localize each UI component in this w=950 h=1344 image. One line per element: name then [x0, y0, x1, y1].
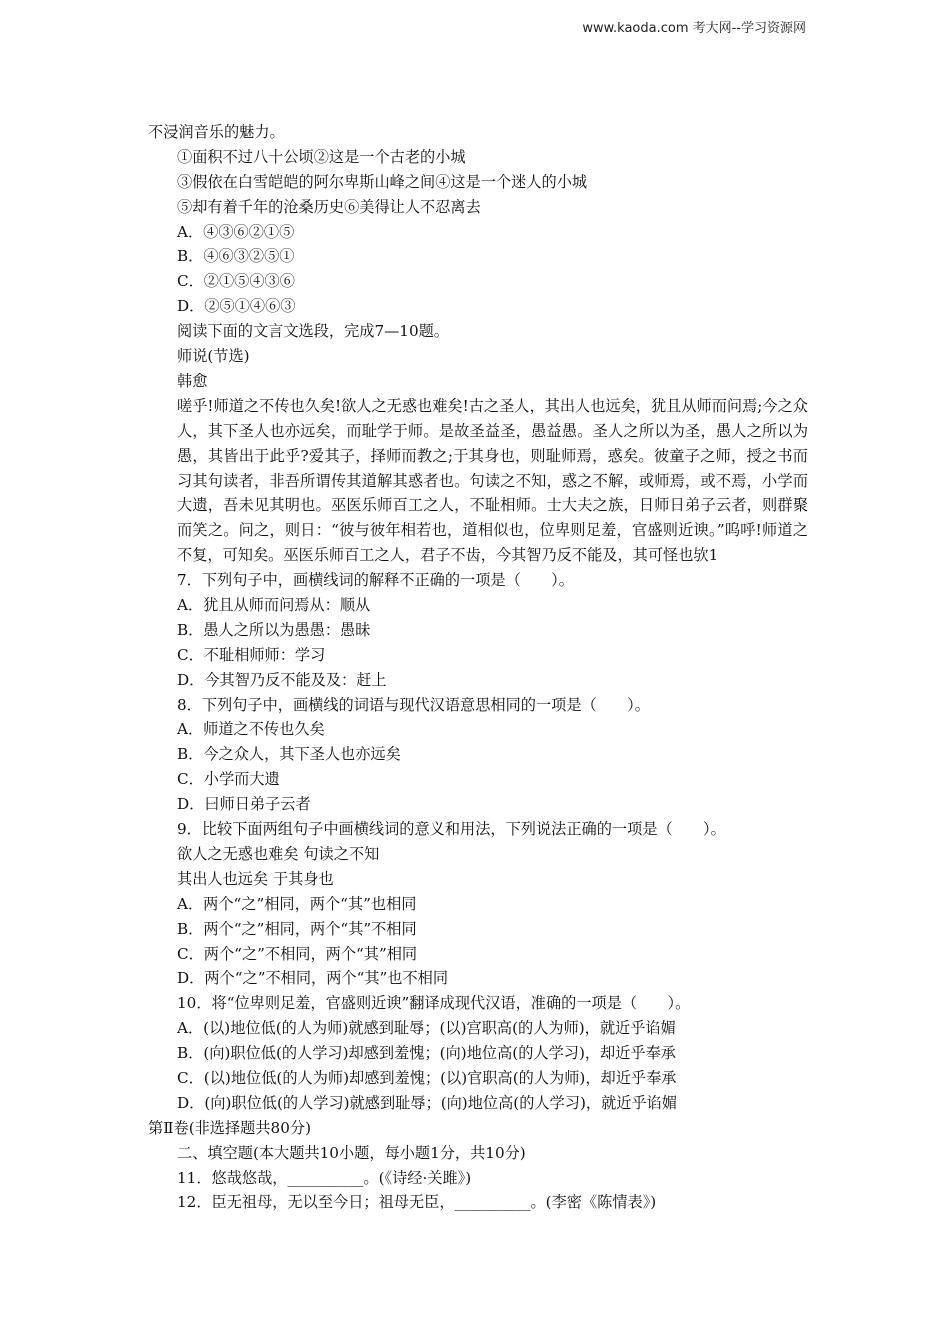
option-b: B．两个“之”相同，两个“其”不相同	[177, 919, 417, 938]
option-b: B．愚人之所以为愚愚：愚昧	[177, 620, 371, 639]
section-heading: 二、填空题(本大题共10小题，每小题1分，共10分)	[177, 1143, 526, 1162]
option-c: C．不耻相师师：学习	[177, 645, 326, 664]
question-12: 12．臣无祖母，无以至今日；祖母无臣，__________。(李密《陈情表》)	[177, 1193, 657, 1212]
option-a: A．犹且从师而问焉从：顺从	[177, 596, 371, 615]
option-d: D．曰师日弟子云者	[177, 795, 311, 814]
site-header: www.kaoda.com 考大网--学习资源网	[582, 21, 806, 36]
option-a: A．师道之不传也久矣	[177, 720, 325, 739]
continued-line: 不浸润音乐的魅力。	[148, 123, 285, 141]
document-body	[148, 120, 808, 1215]
option-b: B．今之众人，其下圣人也亦远矣	[177, 745, 401, 764]
passage-author: 韩愈	[177, 371, 208, 390]
option-b: B．④⑥③②⑤①	[177, 247, 295, 266]
sentence-pair: 其出人也远矣 于其身也	[177, 869, 334, 888]
question-11: 11．悠哉悠哉，__________。(《诗经·关雎》)	[177, 1168, 472, 1187]
option-d: D．今其智乃反不能及及：赶上	[177, 670, 387, 689]
option-b: B．(向)职位低(的人学习)却感到羞愧；(向)地位高(的人学习)，却近乎奉承	[177, 1044, 676, 1063]
option-c: C．②①⑤④③⑥	[177, 272, 295, 291]
option-a: A．④③⑥②①⑤	[177, 222, 295, 241]
option-d: D．(向)职位低(的人学习)就感到耻辱；(向)地位高(的人学习)，就近乎谄媚	[177, 1093, 678, 1112]
option-c: C．小学而大遗	[177, 770, 280, 789]
clause-line: ①面积不过八十公顷②这是一个古老的小城	[177, 147, 466, 166]
option-d: D．②⑤①④⑥③	[177, 297, 296, 316]
sentence-pair: 欲人之无惑也难矣 句读之不知	[177, 844, 380, 863]
question-10-stem: 10．将“位卑则足羞，官盛则近谀”翻译成现代汉语，准确的一项是（ ）。	[177, 994, 691, 1013]
option-d: D．两个“之”不相同，两个“其”也不相同	[177, 969, 449, 988]
question-9-stem: 9．比较下面两组句子中画横线词的意义和用法，下列说法正确的一项是（ ）。	[177, 820, 726, 839]
passage-title: 师说(节选)	[177, 347, 250, 366]
part2-title: 第Ⅱ卷(非选择题共80分)	[148, 1118, 311, 1137]
reading-instruction: 阅读下面的文言文选段，完成7—10题。	[177, 322, 449, 341]
passage-text: 嗟乎!师道之不传也久矣!欲人之无惑也难矣!古之圣人，其出人也远矣，犹且从师而问焉;今之众人，其下圣人也亦远矣，而耻学于师。是故圣益圣，愚益愚。圣人之所以为圣，愚人之所以为愚，其皆出于此乎?爱其子，择师而教之;于其身也，则耻师焉，惑矣。彼童子之师，授之书而习其句读者，非吾所谓传其道解其惑者也。句读之不知，惑之不解，或师焉，或不焉，小学而大遗，吾未见其明也。巫医乐师百工之人，不耻相师。士大夫之族，日师日弟子云者，则群聚而笑之。问之，则日：“彼与彼年相若也，道相似也，位卑则足羞，官盛则近谀。”呜呼!师道之不复，可知矣。巫医乐师百工之人，君子不齿，今其智乃反不能及，其可怪也欤1	[177, 396, 808, 565]
clause-line: ⑤却有着千年的沧桑历史⑥美得让人不忍离去	[177, 197, 481, 216]
question-7-stem: 7．下列句子中，画横线词的解释不正确的一项是（ ）。	[177, 571, 574, 590]
option-c: C．(以)地位低(的人为师)却感到羞愧；(以)官职高(的人为师)，却近乎奉承	[177, 1068, 677, 1087]
question-8-stem: 8．下列句子中，画横线的词语与现代汉语意思相同的一项是（ ）。	[177, 695, 650, 714]
clause-line: ③假依在白雪皑皑的阿尔卑斯山峰之间④这是一个迷人的小城	[177, 172, 588, 191]
option-a: A．两个“之”相同，两个“其”也相同	[177, 894, 417, 913]
option-a: A．(以)地位低(的人为师)就感到耻辱；(以)宫职高(的人为师)，就近乎谄媚	[177, 1019, 676, 1038]
option-c: C．两个“之”不相同，两个“其”相同	[177, 944, 418, 963]
